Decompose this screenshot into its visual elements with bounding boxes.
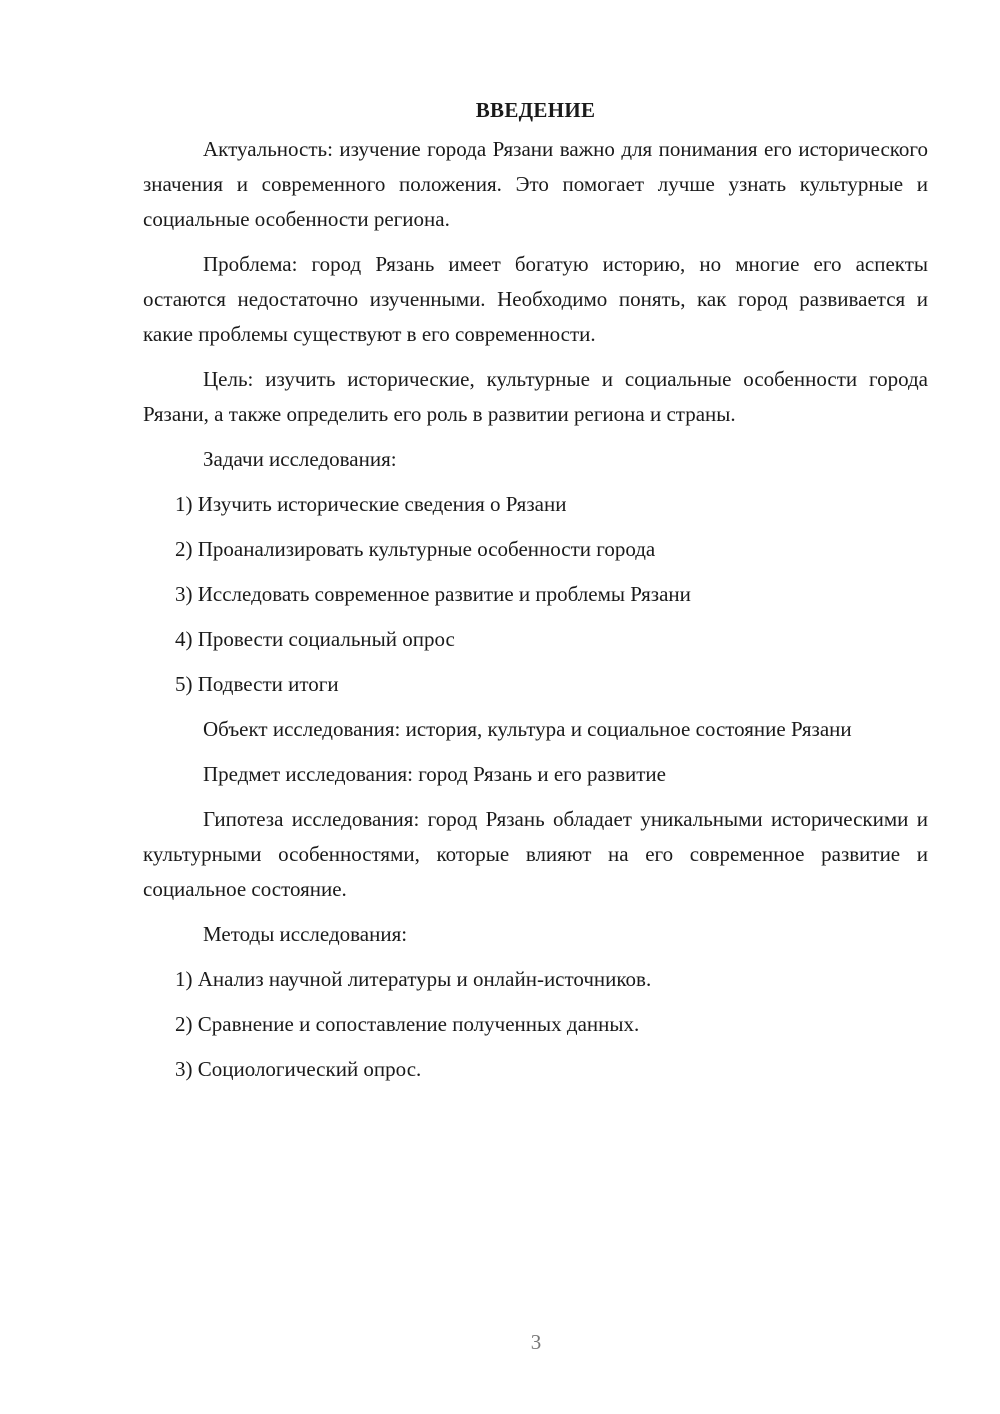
document-page [143, 92, 928, 1097]
relevance-paragraph: Актуальность: изучение города Рязани важно для понимания его исторического значения и современного положения. Это помогает лучше узнать культурные и социальные особенности региона. [143, 137, 928, 231]
list-item: 5) Подвести итоги [175, 672, 339, 696]
list-item: 3) Исследовать современное развитие и проблемы Рязани [175, 582, 691, 606]
methods-title: Методы исследования: [203, 922, 408, 946]
tasks-title: Задачи исследования: [203, 447, 397, 471]
problem-paragraph: Проблема: город Рязань имеет богатую историю, но многие его аспекты остаются недостаточно изученными. Необходимо понять, как город развивается и какие проблемы существуют в его современности. [143, 252, 928, 346]
object-paragraph: Объект исследования: история, культура и социальное состояние Рязани [203, 717, 852, 741]
goal-paragraph: Цель: изучить исторические, культурные и социальные особенности города Рязани, а также определить его роль в развитии региона и страны. [143, 367, 928, 426]
list-item: 3) Социологический опрос. [175, 1057, 422, 1081]
page-number: 3 [530, 1330, 542, 1354]
list-item: 2) Проанализировать культурные особенности города [175, 537, 656, 561]
page-title: ВВЕДЕНИЕ [475, 98, 596, 122]
list-item: 1) Анализ научной литературы и онлайн-источников. [175, 967, 652, 991]
list-item: 2) Сравнение и сопоставление полученных данных. [175, 1012, 640, 1036]
tasks-list [143, 487, 928, 702]
hypothesis-paragraph: Гипотеза исследования: город Рязань обладает уникальными историческими и культурными особенностями, которые влияют на его современное развитие и социальное состояние. [143, 807, 928, 901]
subject-paragraph: Предмет исследования: город Рязань и его развитие [203, 762, 666, 786]
list-item: 1) Изучить исторические сведения о Рязани [175, 492, 567, 516]
list-item: 4) Провести социальный опрос [175, 627, 455, 651]
methods-list [143, 962, 928, 1087]
